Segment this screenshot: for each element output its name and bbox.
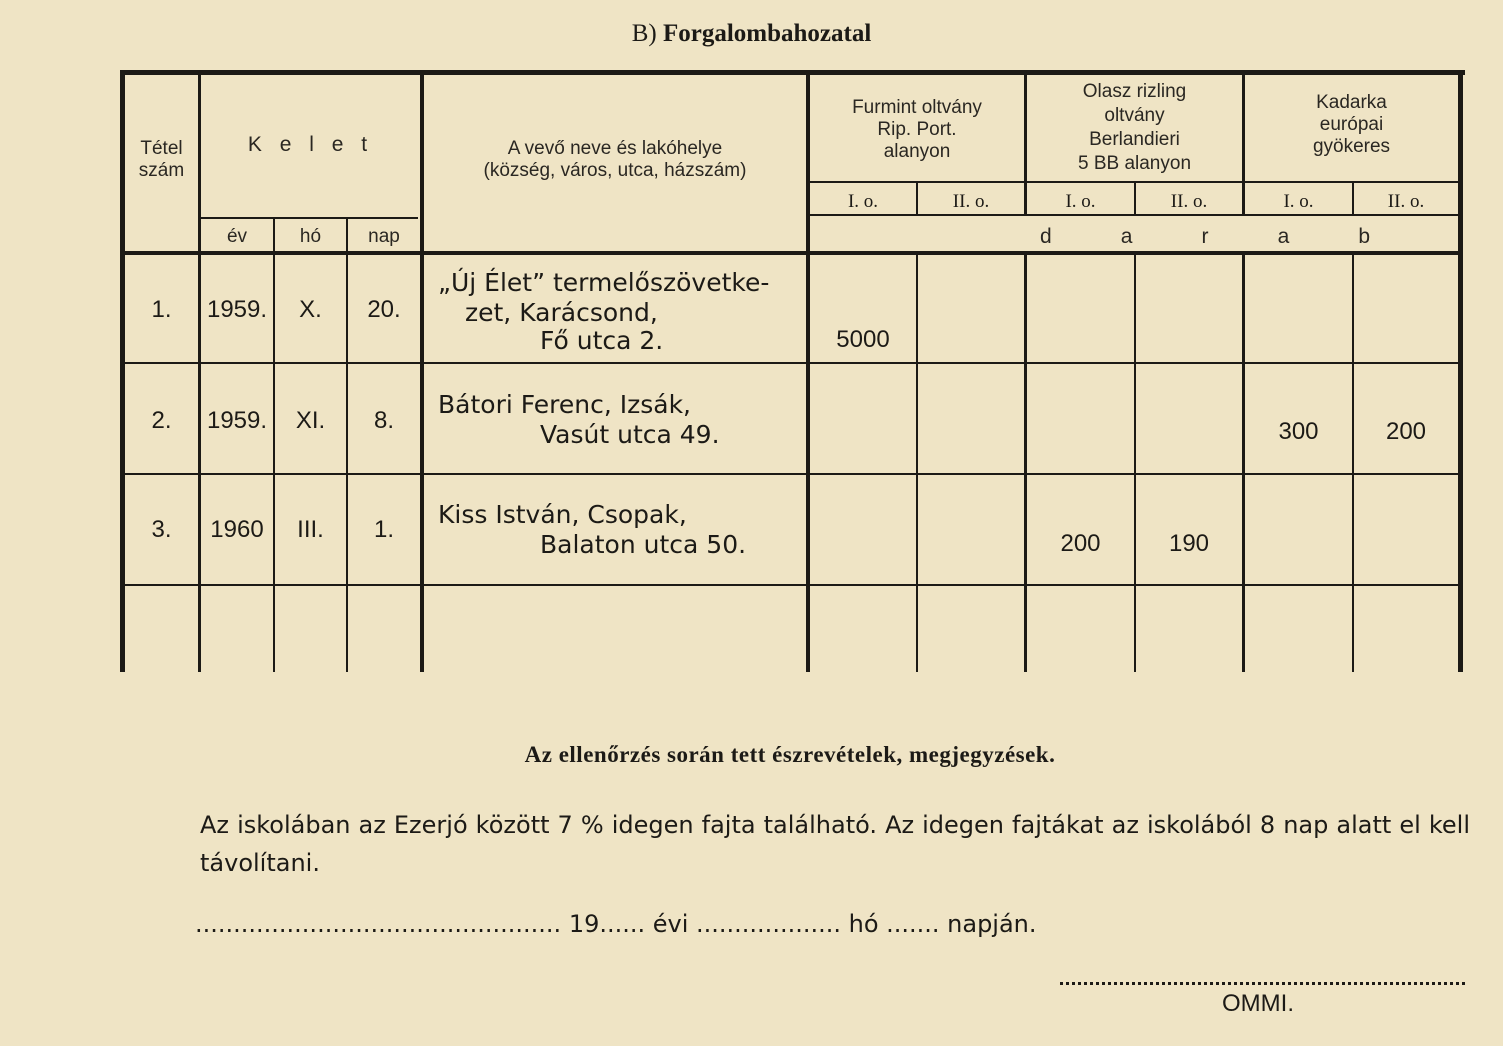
header-year: év bbox=[226, 226, 248, 247]
header-class-1: I. o. bbox=[1065, 191, 1096, 212]
row-3-buyer-line-2: Balaton utca 50. bbox=[540, 530, 747, 559]
signature-line bbox=[1060, 962, 1465, 985]
organization-name: OMMI. bbox=[1222, 990, 1294, 1017]
header-unit-pieces: d a r a b bbox=[1040, 225, 1370, 248]
row-3-olasz-class-1: 200 bbox=[1060, 530, 1101, 557]
row-1-year: 1959. bbox=[206, 296, 268, 323]
row-3-day: 1. bbox=[373, 516, 394, 543]
row-2-buyer-line-2: Vasút utca 49. bbox=[540, 420, 720, 449]
row-1-buyer-line-1: „Új Élet” termelőszövetke- bbox=[438, 268, 770, 297]
row-2-buyer-line-1: Bátori Ferenc, Izsák, bbox=[438, 390, 691, 419]
section-name: Forgalombahozatal bbox=[662, 20, 872, 47]
header-class-2: II. o. bbox=[952, 191, 990, 212]
row-3-year: 1960 bbox=[210, 516, 264, 543]
header-item-number: Tétel szám bbox=[138, 138, 185, 181]
row-1-buyer-line-2: zet, Karácsond, bbox=[465, 298, 658, 327]
row-1-number: 1. bbox=[151, 296, 172, 323]
header-furmint: Furmint oltvány Rip. Port. alanyon bbox=[852, 97, 982, 162]
header-class-2: II. o. bbox=[1170, 191, 1208, 212]
header-class-1: I. o. bbox=[1283, 191, 1314, 212]
row-1-month: X. bbox=[299, 296, 322, 323]
header-class-2: II. o. bbox=[1387, 191, 1425, 212]
row-3-olasz-class-2: 190 bbox=[1168, 530, 1210, 557]
header-day: nap bbox=[368, 226, 400, 247]
section-title bbox=[0, 20, 1503, 48]
header-class-1: I. o. bbox=[847, 191, 879, 212]
row-2-kadarka-class-2: 200 bbox=[1385, 418, 1427, 445]
remarks-title: Az ellenőrzés során tett észrevételek, megjegyzések. bbox=[524, 742, 1056, 767]
section-letter: B) bbox=[631, 20, 657, 47]
row-1-furmint-class-1: 5000 bbox=[836, 326, 890, 353]
header-kadarka: Kadarka európai gyökeres bbox=[1312, 92, 1391, 157]
header-olasz-rizling: Olasz rizling oltvány Berlandieri 5 BB alanyon bbox=[1077, 80, 1192, 174]
header-month: hó bbox=[299, 226, 322, 247]
header-shipment: K e l e t bbox=[247, 133, 374, 156]
row-3-number: 3. bbox=[151, 516, 172, 543]
row-2-year: 1959. bbox=[206, 407, 268, 434]
row-2-day: 8. bbox=[373, 407, 394, 434]
row-3-month: III. bbox=[297, 516, 324, 543]
remarks-text: Az iskolában az Ezerjó között 7 % idegen fajta található. Az idegen fajtákat az iskolából 8 nap alatt el kell távolítani. bbox=[200, 811, 1470, 877]
row-2-number: 2. bbox=[151, 407, 172, 434]
date-line: ................................................ 19...... évi ................... hó ....... napján. bbox=[195, 910, 1037, 938]
header-buyer: A vevő neve és lakóhelye (község, város, utca, házszám) bbox=[483, 138, 747, 181]
shipment-form-table bbox=[120, 70, 1465, 672]
row-1-buyer-line-3: Fő utca 2. bbox=[540, 326, 664, 355]
row-3-buyer-line-1: Kiss István, Csopak, bbox=[438, 500, 687, 529]
row-2-kadarka-class-1: 300 bbox=[1278, 418, 1319, 445]
row-1-day: 20. bbox=[367, 296, 401, 323]
row-2-month: XI. bbox=[295, 407, 326, 434]
